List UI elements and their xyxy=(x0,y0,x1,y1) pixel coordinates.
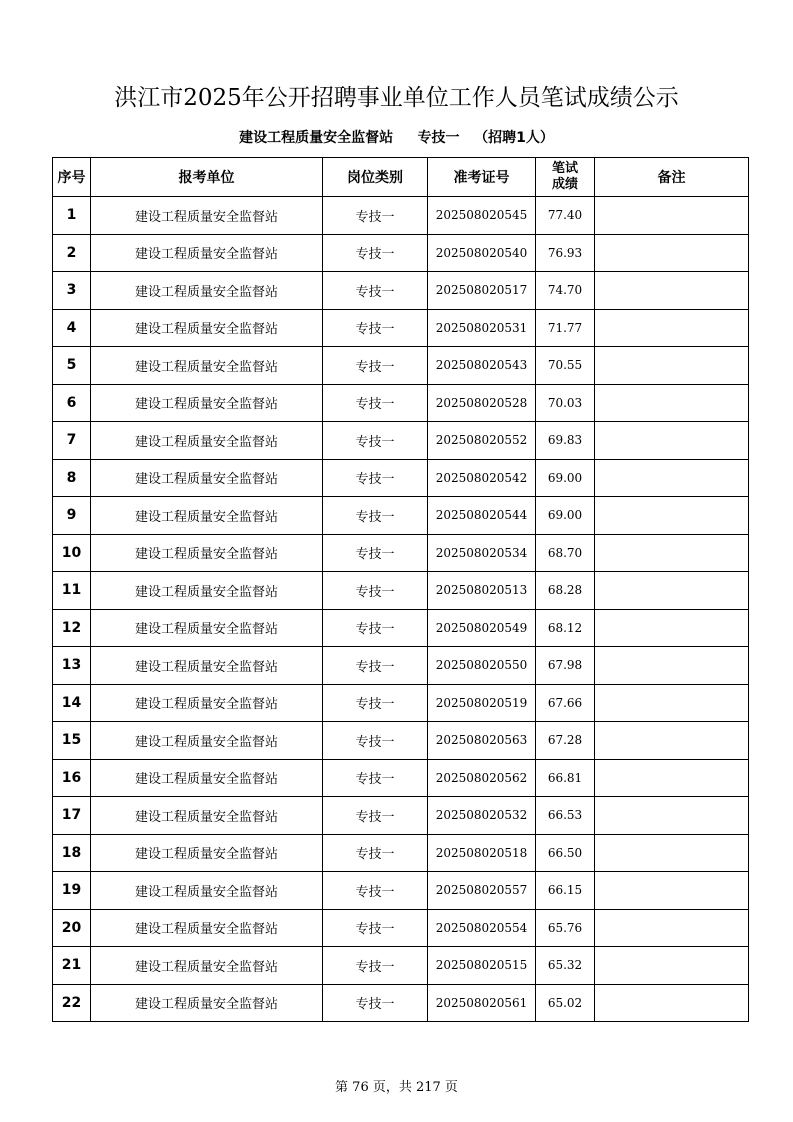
cell-ticket: 202508020563 xyxy=(428,722,536,760)
cell-remark xyxy=(595,272,749,310)
header-unit: 报考单位 xyxy=(91,158,323,197)
cell-ticket: 202508020528 xyxy=(428,384,536,422)
table-row xyxy=(53,684,749,722)
page-footer: 第 76 页，共 217 页 xyxy=(335,1080,458,1095)
cell-category: 专技一 xyxy=(323,197,428,235)
cell-index: 10 xyxy=(53,534,91,572)
header-remark: 备注 xyxy=(595,158,749,197)
cell-ticket: 202508020543 xyxy=(428,347,536,385)
cell-index: 7 xyxy=(53,422,91,460)
cell-unit: 建设工程质量安全监督站 xyxy=(91,422,323,460)
cell-ticket: 202508020561 xyxy=(428,984,536,1022)
cell-unit: 建设工程质量安全监督站 xyxy=(91,684,323,722)
cell-index: 6 xyxy=(53,384,91,422)
table-row xyxy=(53,272,749,310)
header-ticket: 准考证号 xyxy=(428,158,536,197)
cell-index: 19 xyxy=(53,872,91,910)
cell-unit: 建设工程质量安全监督站 xyxy=(91,609,323,647)
cell-ticket: 202508020513 xyxy=(428,572,536,610)
cell-unit: 建设工程质量安全监督站 xyxy=(91,647,323,685)
cell-remark xyxy=(595,309,749,347)
cell-index: 12 xyxy=(53,609,91,647)
cell-ticket: 202508020545 xyxy=(428,197,536,235)
cell-remark xyxy=(595,534,749,572)
header-score-line1: 笔试 xyxy=(551,161,578,176)
cell-remark xyxy=(595,722,749,760)
cell-score: 70.03 xyxy=(536,384,595,422)
cell-score: 65.76 xyxy=(536,909,595,947)
header-index: 序号 xyxy=(53,158,91,197)
table-row xyxy=(53,197,749,235)
table-row xyxy=(53,309,749,347)
cell-remark xyxy=(595,572,749,610)
table-row xyxy=(53,347,749,385)
cell-score: 67.66 xyxy=(536,684,595,722)
cell-category: 专技一 xyxy=(323,347,428,385)
cell-index: 13 xyxy=(53,647,91,685)
cell-ticket: 202508020534 xyxy=(428,534,536,572)
table-row xyxy=(53,947,749,985)
cell-category: 专技一 xyxy=(323,684,428,722)
cell-score: 66.15 xyxy=(536,872,595,910)
cell-index: 15 xyxy=(53,722,91,760)
cell-score: 65.32 xyxy=(536,947,595,985)
cell-index: 17 xyxy=(53,797,91,835)
table-row xyxy=(53,534,749,572)
cell-remark xyxy=(595,834,749,872)
cell-category: 专技一 xyxy=(323,497,428,535)
table-row xyxy=(53,422,749,460)
table-row xyxy=(53,497,749,535)
cell-category: 专技一 xyxy=(323,384,428,422)
cell-category: 专技一 xyxy=(323,834,428,872)
cell-score: 74.70 xyxy=(536,272,595,310)
cell-remark xyxy=(595,347,749,385)
cell-ticket: 202508020531 xyxy=(428,309,536,347)
table-row xyxy=(53,759,749,797)
table-row xyxy=(53,984,749,1022)
cell-unit: 建设工程质量安全监督站 xyxy=(91,272,323,310)
cell-score: 66.50 xyxy=(536,834,595,872)
cell-category: 专技一 xyxy=(323,909,428,947)
cell-index: 3 xyxy=(53,272,91,310)
cell-unit: 建设工程质量安全监督站 xyxy=(91,834,323,872)
cell-remark xyxy=(595,872,749,910)
cell-remark xyxy=(595,909,749,947)
cell-score: 69.00 xyxy=(536,459,595,497)
header-score xyxy=(536,158,595,197)
scores-table xyxy=(52,157,749,1022)
cell-category: 专技一 xyxy=(323,572,428,610)
cell-ticket: 202508020549 xyxy=(428,609,536,647)
cell-category: 专技一 xyxy=(323,309,428,347)
cell-index: 2 xyxy=(53,234,91,272)
cell-score: 67.28 xyxy=(536,722,595,760)
cell-ticket: 202508020544 xyxy=(428,497,536,535)
cell-ticket: 202508020540 xyxy=(428,234,536,272)
cell-score: 70.55 xyxy=(536,347,595,385)
header-score-line2: 成绩 xyxy=(551,177,578,192)
table-subtitle: 建设工程质量安全监督站 专技一 （招聘1人） xyxy=(239,130,554,146)
cell-category: 专技一 xyxy=(323,234,428,272)
cell-ticket: 202508020519 xyxy=(428,684,536,722)
cell-index: 20 xyxy=(53,909,91,947)
cell-category: 专技一 xyxy=(323,722,428,760)
cell-unit: 建设工程质量安全监督站 xyxy=(91,722,323,760)
cell-remark xyxy=(595,234,749,272)
cell-remark xyxy=(595,459,749,497)
cell-category: 专技一 xyxy=(323,984,428,1022)
cell-unit: 建设工程质量安全监督站 xyxy=(91,572,323,610)
cell-unit: 建设工程质量安全监督站 xyxy=(91,947,323,985)
cell-remark xyxy=(595,797,749,835)
cell-score: 66.53 xyxy=(536,797,595,835)
cell-ticket: 202508020515 xyxy=(428,947,536,985)
cell-score: 69.00 xyxy=(536,497,595,535)
cell-remark xyxy=(595,984,749,1022)
cell-index: 21 xyxy=(53,947,91,985)
cell-unit: 建设工程质量安全监督站 xyxy=(91,797,323,835)
cell-unit: 建设工程质量安全监督站 xyxy=(91,347,323,385)
table-row xyxy=(53,872,749,910)
cell-remark xyxy=(595,947,749,985)
cell-score: 68.12 xyxy=(536,609,595,647)
cell-index: 22 xyxy=(53,984,91,1022)
cell-score: 68.28 xyxy=(536,572,595,610)
cell-score: 69.83 xyxy=(536,422,595,460)
cell-unit: 建设工程质量安全监督站 xyxy=(91,197,323,235)
cell-index: 1 xyxy=(53,197,91,235)
header-category: 岗位类别 xyxy=(323,158,428,197)
table-row xyxy=(53,834,749,872)
cell-remark xyxy=(595,384,749,422)
cell-score: 67.98 xyxy=(536,647,595,685)
table-row xyxy=(53,909,749,947)
cell-index: 11 xyxy=(53,572,91,610)
cell-index: 18 xyxy=(53,834,91,872)
cell-category: 专技一 xyxy=(323,797,428,835)
cell-category: 专技一 xyxy=(323,947,428,985)
cell-unit: 建设工程质量安全监督站 xyxy=(91,459,323,497)
cell-unit: 建设工程质量安全监督站 xyxy=(91,234,323,272)
cell-index: 9 xyxy=(53,497,91,535)
table-header-row xyxy=(53,158,749,197)
cell-ticket: 202508020532 xyxy=(428,797,536,835)
cell-ticket: 202508020552 xyxy=(428,422,536,460)
cell-category: 专技一 xyxy=(323,609,428,647)
page-title: 洪江市2025年公开招聘事业单位工作人员笔试成绩公示 xyxy=(114,85,679,111)
cell-score: 71.77 xyxy=(536,309,595,347)
cell-category: 专技一 xyxy=(323,759,428,797)
cell-category: 专技一 xyxy=(323,459,428,497)
cell-remark xyxy=(595,684,749,722)
cell-index: 8 xyxy=(53,459,91,497)
cell-unit: 建设工程质量安全监督站 xyxy=(91,984,323,1022)
cell-unit: 建设工程质量安全监督站 xyxy=(91,309,323,347)
cell-ticket: 202508020518 xyxy=(428,834,536,872)
cell-index: 4 xyxy=(53,309,91,347)
cell-remark xyxy=(595,497,749,535)
table-row xyxy=(53,384,749,422)
cell-category: 专技一 xyxy=(323,422,428,460)
cell-unit: 建设工程质量安全监督站 xyxy=(91,534,323,572)
table-row xyxy=(53,572,749,610)
cell-remark xyxy=(595,197,749,235)
table-row xyxy=(53,722,749,760)
cell-category: 专技一 xyxy=(323,272,428,310)
cell-remark xyxy=(595,759,749,797)
cell-index: 16 xyxy=(53,759,91,797)
cell-category: 专技一 xyxy=(323,647,428,685)
table-row xyxy=(53,459,749,497)
cell-remark xyxy=(595,609,749,647)
cell-score: 65.02 xyxy=(536,984,595,1022)
cell-ticket: 202508020562 xyxy=(428,759,536,797)
cell-index: 14 xyxy=(53,684,91,722)
table-row xyxy=(53,797,749,835)
table-row xyxy=(53,609,749,647)
cell-unit: 建设工程质量安全监督站 xyxy=(91,909,323,947)
table-row xyxy=(53,234,749,272)
cell-index: 5 xyxy=(53,347,91,385)
cell-unit: 建设工程质量安全监督站 xyxy=(91,872,323,910)
cell-unit: 建设工程质量安全监督站 xyxy=(91,759,323,797)
cell-unit: 建设工程质量安全监督站 xyxy=(91,384,323,422)
cell-score: 66.81 xyxy=(536,759,595,797)
cell-ticket: 202508020554 xyxy=(428,909,536,947)
cell-ticket: 202508020542 xyxy=(428,459,536,497)
cell-score: 68.70 xyxy=(536,534,595,572)
cell-category: 专技一 xyxy=(323,534,428,572)
table-row xyxy=(53,647,749,685)
cell-ticket: 202508020517 xyxy=(428,272,536,310)
cell-score: 77.40 xyxy=(536,197,595,235)
cell-category: 专技一 xyxy=(323,872,428,910)
cell-ticket: 202508020557 xyxy=(428,872,536,910)
cell-unit: 建设工程质量安全监督站 xyxy=(91,497,323,535)
cell-score: 76.93 xyxy=(536,234,595,272)
cell-remark xyxy=(595,647,749,685)
cell-remark xyxy=(595,422,749,460)
cell-ticket: 202508020550 xyxy=(428,647,536,685)
